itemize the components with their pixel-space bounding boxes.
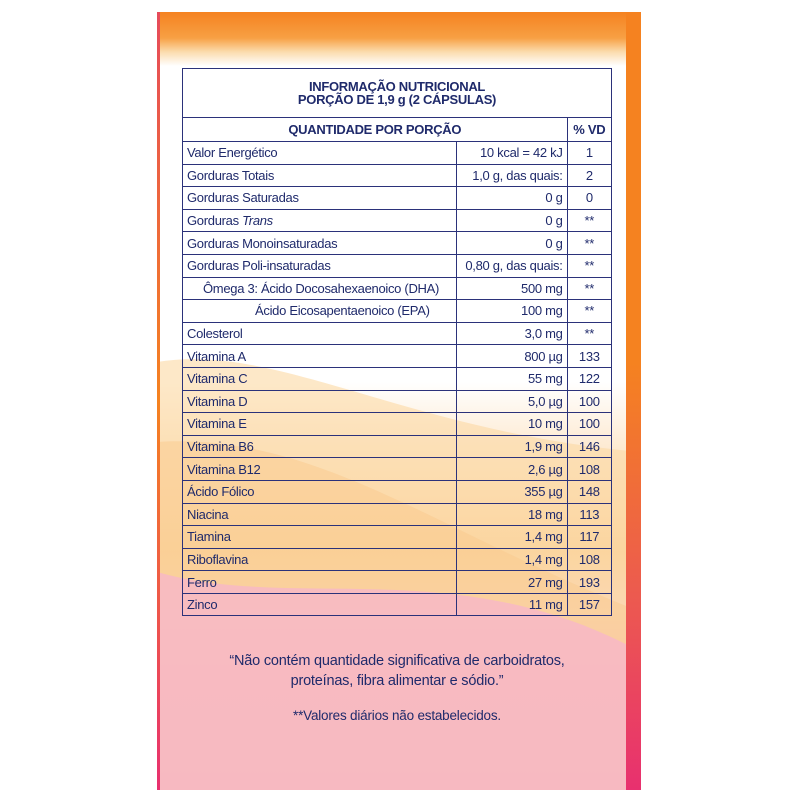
nutrient-name: Vitamina B12 [183, 458, 457, 481]
quantity-header: QUANTIDADE POR PORÇÃO [183, 118, 568, 142]
nutrient-name: Zinco [183, 593, 457, 616]
nutrient-quantity: 355 µg [457, 480, 567, 503]
nutrient-vd: ** [567, 254, 611, 277]
table-row [183, 413, 612, 436]
nutrient-name: Vitamina B6 [183, 435, 457, 458]
nutrient-quantity: 1,4 mg [457, 548, 567, 571]
nutrient-vd: 157 [567, 593, 611, 616]
nutrient-vd: 108 [567, 548, 611, 571]
table-row [183, 164, 612, 187]
table-row [183, 345, 612, 368]
nutrient-quantity: 0 g [457, 209, 567, 232]
table-title [183, 69, 612, 118]
table-row [183, 277, 612, 300]
nutrient-quantity: 800 µg [457, 345, 567, 368]
nutrient-name: Ácido Eicosapentaenoico (EPA) [183, 300, 457, 323]
table-row [183, 548, 612, 571]
nutrient-quantity: 11 mg [457, 593, 567, 616]
nutrient-quantity: 10 mg [457, 413, 567, 436]
nutrient-name: Gorduras Saturadas [183, 187, 457, 210]
left-edge-strip [157, 12, 160, 790]
nutrient-vd: 0 [567, 187, 611, 210]
nutrient-quantity: 1,0 g, das quais: [457, 164, 567, 187]
nutrient-vd: ** [567, 277, 611, 300]
nutrient-name-italic: Trans [242, 213, 273, 229]
table-row [183, 503, 612, 526]
nutrient-vd: 148 [567, 480, 611, 503]
nutrient-name: Gorduras Monoinsaturadas [183, 232, 457, 255]
table-title-text: INFORMAÇÃO NUTRICIONAL [308, 79, 486, 94]
nutrition-table [182, 68, 612, 616]
nutrient-quantity: 3,0 mg [457, 322, 567, 345]
nutrient-name: Niacina [183, 503, 457, 526]
nutrient-name: Ácido Fólico [183, 480, 457, 503]
nutrient-vd: ** [567, 232, 611, 255]
nutrient-name: Valor Energético [183, 142, 457, 165]
nutrient-name: Gorduras Poli-insaturadas [183, 254, 457, 277]
nutrient-quantity: 1,4 mg [457, 526, 567, 549]
serving-size: PORÇÃO DE 1,9 g (2 CÁPSULAS) [297, 92, 497, 107]
nutrient-name: Colesterol [183, 322, 457, 345]
nutrient-vd: 108 [567, 458, 611, 481]
table-row [183, 232, 612, 255]
nutrient-quantity: 500 mg [457, 277, 567, 300]
nutrient-name-prefix: Gorduras [187, 213, 243, 229]
disclaimer-line-1: “Não contém quantidade significativa de carboidratos, [229, 653, 565, 669]
table-row [183, 209, 612, 232]
nutrient-quantity: 2,6 µg [457, 458, 567, 481]
nutrient-name: Riboflavina [183, 548, 457, 571]
nutrient-quantity: 0 g [457, 232, 567, 255]
footnote: **Valores diários não estabelecidos. [293, 708, 501, 723]
nutrient-name: Vitamina D [183, 390, 457, 413]
nutrient-vd: 146 [567, 435, 611, 458]
nutrient-name: Ferro [183, 571, 457, 594]
nutrient-quantity: 1,9 mg [457, 435, 567, 458]
disclaimer-note [182, 651, 612, 691]
table-row [183, 254, 612, 277]
nutrient-vd: ** [567, 300, 611, 323]
right-edge-strip [626, 12, 641, 790]
nutrient-vd: ** [567, 209, 611, 232]
nutrient-name: Vitamina C [183, 367, 457, 390]
table-row [183, 142, 612, 165]
nutrient-quantity: 0 g [457, 187, 567, 210]
table-row [183, 187, 612, 210]
nutrient-vd: 133 [567, 345, 611, 368]
table-row [183, 300, 612, 323]
table-row [183, 367, 612, 390]
nutrient-quantity: 0,80 g, das quais: [457, 254, 567, 277]
nutrient-vd: 2 [567, 164, 611, 187]
nutrient-name: Gorduras Totais [183, 164, 457, 187]
nutrient-vd: 1 [567, 142, 611, 165]
nutrient-quantity: 10 kcal = 42 kJ [457, 142, 567, 165]
nutrient-vd: ** [567, 322, 611, 345]
nutrient-name: Vitamina E [183, 413, 457, 436]
disclaimer-line-2: proteínas, fibra alimentar e sódio.” [290, 673, 504, 689]
nutrient-name: Ômega 3: Ácido Docosahexaenoico (DHA) [183, 277, 457, 300]
table-header-row [183, 69, 612, 118]
nutrient-quantity: 5,0 µg [457, 390, 567, 413]
nutrient-quantity: 55 mg [457, 367, 567, 390]
table-row [183, 526, 612, 549]
nutrient-quantity: 18 mg [457, 503, 567, 526]
table-row [183, 322, 612, 345]
nutrient-vd: 193 [567, 571, 611, 594]
nutrient-quantity: 27 mg [457, 571, 567, 594]
table-row [183, 458, 612, 481]
nutrient-vd: 122 [567, 367, 611, 390]
nutrient-vd: 100 [567, 390, 611, 413]
nutrient-vd: 100 [567, 413, 611, 436]
table-row [183, 571, 612, 594]
nutrient-name [183, 209, 457, 232]
table-row [183, 435, 612, 458]
table-row [183, 390, 612, 413]
vd-header: % VD [567, 118, 611, 142]
nutrient-rows [183, 142, 612, 616]
table-row [183, 593, 612, 616]
table-row [183, 480, 612, 503]
column-header-row [183, 118, 612, 142]
nutrient-name: Vitamina A [183, 345, 457, 368]
nutrient-name: Tiamina [183, 526, 457, 549]
nutrient-quantity: 100 mg [457, 300, 567, 323]
nutrient-vd: 117 [567, 526, 611, 549]
nutrient-vd: 113 [567, 503, 611, 526]
